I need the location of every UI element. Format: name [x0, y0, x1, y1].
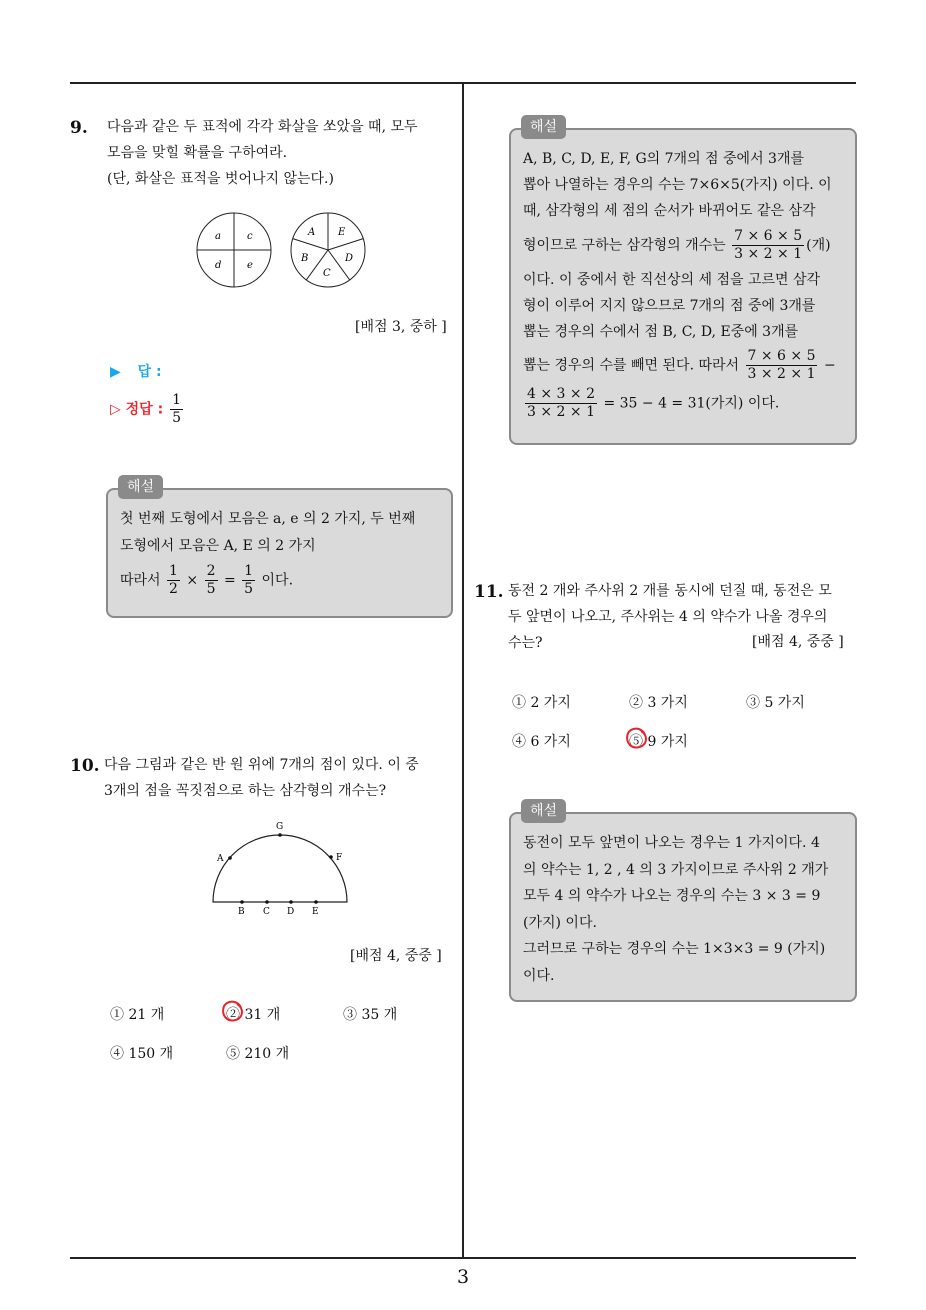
question-11-explanation [509, 803, 857, 1002]
question-10-line-1: 다음 그림과 같은 반 원 위에 7개의 점이 있다. 이 중 [104, 757, 419, 773]
target-2-label-D: D [345, 253, 354, 264]
q10-explain-line-8: 뽑는 경우의 수를 빼면 된다. 따라서 $\frac{7 \times 6 \times 5}{3 \times 2 \times 1}$ − [523, 348, 836, 382]
q10-explain-line-1: A, B, C, D, E, F, G의 7개의 점 중에서 3개를 [523, 151, 805, 167]
correct-label: 정답 : [125, 401, 164, 418]
question-9-line-1: 다음과 같은 두 표적에 각각 화살을 쏘았을 때, 모두 [107, 119, 418, 135]
answer-label: 답 : [137, 364, 162, 380]
point-E [314, 900, 318, 904]
q10-explain-line-5: 이다. 이 중에서 한 직선상의 세 점을 고르면 삼각 [523, 272, 821, 288]
q9-explain-line-1: 첫 번째 도형에서 모음은 a, e 의 2 가지, 두 번째 [120, 511, 416, 527]
question-9-targets-figure [190, 207, 372, 293]
q11-explain-line-6: 이다. [523, 967, 555, 984]
point-A [228, 856, 232, 860]
q11-explain-line-5: 그러므로 구하는 경우의 수는 1×3×3 = 9 (가지) [523, 941, 826, 957]
question-10-semicircle-figure [205, 816, 355, 920]
point-label-C: C [263, 907, 270, 917]
question-9-text [107, 114, 418, 192]
question-10-explanation [509, 119, 857, 445]
point-G [278, 833, 282, 837]
question-10-text [104, 752, 419, 804]
question-11-line-2: 두 앞면이 나오고, 주사위는 4 의 약수가 나올 경우의 [508, 609, 828, 625]
q10-explain-line-6: 형이 이루어 지지 않으므로 7개의 점 중에 3개를 [523, 298, 816, 314]
point-D [289, 900, 293, 904]
question-10-number: 10. [70, 756, 100, 776]
target-1-label-e: e [247, 260, 253, 271]
q9-explain-line-3: 따라서 $\frac{1}{2}$ × $\frac{2}{5}$ = $\frac{1}{5}$ 이다. [120, 563, 294, 597]
q9-explain-line-2: 도형에서 모음은 A, E 의 2 가지 [120, 537, 316, 554]
column-divider [462, 83, 464, 1258]
semicircle [213, 835, 347, 902]
q11-explain-line-4: (가지) 이다. [523, 914, 597, 931]
point-label-E: E [312, 907, 319, 917]
target-1 [197, 213, 271, 287]
q11-explain-line-2: 의 약수는 1, 2 , 4 의 3 가지이므로 주사위 2 개가 [523, 861, 829, 878]
target-1-label-d: d [215, 260, 222, 271]
question-11-line-3: 수는? [508, 635, 543, 651]
q10-explain-line-4: 형이므로 구하는 삼각형의 개수는 $\frac{7 \times 6 \times 5}{3 \times 2 \times 1}$ (개) [523, 228, 831, 262]
q10-explain-line-9: $\frac{4 \times 3 \times 2}{3 \times 2 \times 1}$ = 35 − 4 = 31(가지) 이다. [527, 386, 780, 420]
question-9-score: [배점 3, 중하 ] [355, 319, 447, 335]
q10-explain-line-2: 뽑아 나열하는 경우의 수는 7×6×5(가지) 이다. 이 [523, 177, 832, 193]
fraction: $\frac{7 \times 6 \times 5}{3 \times 2 \times 1}$ [747, 348, 816, 382]
point-label-F: F [336, 853, 343, 863]
point-B [240, 900, 244, 904]
fraction: $\frac{7 \times 6 \times 5}{3 \times 2 \times 1}$ [734, 228, 803, 262]
question-9-explanation [106, 479, 453, 618]
question-9-line-2: 모음을 맞힐 확률을 구하여라. [107, 145, 288, 161]
question-11-choice-3[interactable]: ③ 5 가지 [746, 695, 805, 711]
q11-explain-line-3: 모두 4 의 약수가 나오는 경우의 수는 3 × 3 = 9 [523, 888, 821, 904]
question-10-red-circle-mark [220, 999, 244, 1023]
question-10-score: [배점 4, 중중 ] [350, 948, 442, 964]
question-11-choice-4[interactable]: ④ 6 가지 [512, 734, 571, 750]
q10-explain-line-7: 뽑는 경우의 수에서 점 B, C, D, E중에 3개를 [523, 324, 799, 340]
question-11-choice-5[interactable]: ⑤ 9 가지 [629, 734, 688, 750]
question-11-score: [배점 4, 중중 ] [752, 634, 844, 650]
point-F [329, 855, 333, 859]
target-1-label-a: a [215, 231, 221, 242]
explanation-tag: 해설 [521, 799, 566, 823]
point-label-A: A [217, 854, 224, 864]
correct-fraction: $\frac{1}{5}$ [172, 392, 181, 426]
question-11-choice-1[interactable]: ① 2 가지 [512, 695, 571, 711]
question-9-answer [110, 361, 162, 381]
target-2-label-E: E [338, 227, 346, 238]
explanation-tag: 해설 [521, 115, 566, 139]
page-number: 3 [456, 1266, 470, 1288]
fraction: $\frac{4 \times 3 \times 2}{3 \times 2 \times 1}$ [527, 386, 595, 420]
question-10-choice-1[interactable]: ① 21 개 [110, 1007, 165, 1023]
question-9-correct-answer [110, 392, 185, 427]
point-label-B: B [238, 907, 245, 917]
question-10-choice-4[interactable]: ④ 150 개 [110, 1046, 174, 1062]
question-10-choice-2[interactable]: ② 31 개 [226, 1007, 281, 1023]
question-10-choice-5[interactable]: ⑤ 210 개 [226, 1046, 290, 1062]
question-11-line-1: 동전 2 개와 주사위 2 개를 동시에 던질 때, 동전은 모 [508, 583, 832, 599]
fraction: $\frac{1}{5}$ [244, 563, 254, 597]
target-2 [291, 213, 365, 287]
answer-arrow-icon: ▶ [110, 364, 121, 380]
fraction: $\frac{1}{2}$ [169, 563, 178, 597]
target-2-label-A: A [308, 227, 316, 238]
question-11-red-circle-mark [624, 726, 648, 750]
question-10-line-2: 3개의 점을 꼭짓점으로 하는 삼각형의 개수는? [104, 783, 387, 799]
question-10-choice-3[interactable]: ③ 35 개 [343, 1007, 398, 1023]
explanation-tag: 해설 [118, 475, 163, 499]
point-C [265, 900, 269, 904]
target-2-label-C: C [323, 268, 331, 279]
fraction: $\frac{2}{5}$ [206, 563, 216, 597]
point-label-G: G [276, 822, 284, 832]
question-11-choice-2[interactable]: ② 3 가지 [629, 695, 688, 711]
correct-arrow-icon: ▷ [110, 401, 121, 418]
target-2-label-B: B [301, 253, 309, 264]
question-9-number: 9. [70, 118, 88, 138]
question-9-line-3: (단, 화살은 표적을 벗어나지 않는다.) [107, 171, 334, 187]
target-1-label-c: c [247, 231, 253, 242]
q10-explain-line-3: 때, 삼각형의 세 점의 순서가 바뀌어도 같은 삼각 [523, 203, 816, 219]
q11-explain-line-1: 동전이 모두 앞면이 나오는 경우는 1 가지이다. 4 [523, 835, 820, 851]
question-11-number: 11. [474, 582, 504, 602]
point-label-D: D [287, 907, 295, 917]
